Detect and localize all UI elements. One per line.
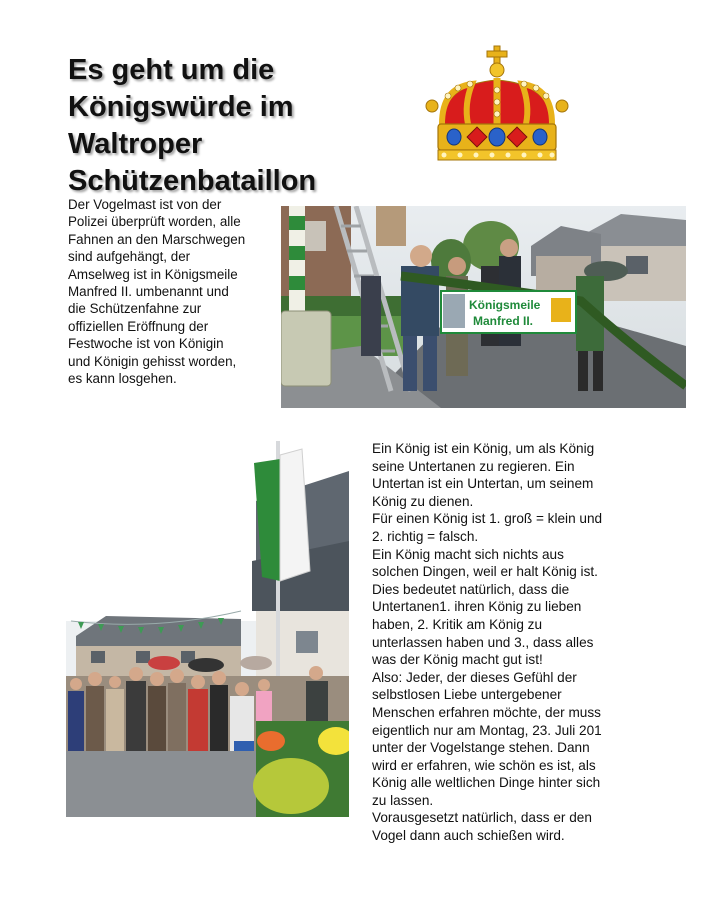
text-line: sind aufgehängt, der	[68, 249, 191, 265]
text-line: Der Vogelmast ist von der	[68, 197, 222, 212]
text-line: Untertanen1. ihren König zu lieben	[372, 599, 582, 615]
text-line: Also: Jeder, der dieses Gefühl der	[372, 669, 577, 685]
text-line: Für einen König ist 1. groß = klein und	[372, 511, 603, 527]
text-line: 2. richtig = falsch.	[372, 528, 479, 544]
title-line: Schützenbataillon	[68, 165, 317, 197]
text-line: offiziellen Eröffnung der	[68, 318, 209, 334]
text-line: Festwoche ist von Königin	[68, 336, 224, 352]
text-line: unter der Vogelstange stehen. Dann	[372, 740, 590, 756]
title-line: Königswürde im	[68, 91, 294, 123]
title-line: Es geht um die	[68, 54, 275, 86]
text-line: Amselweg ist in Königsmeile	[68, 266, 238, 282]
king-paragraph	[372, 440, 662, 845]
title-line: Waltroper	[68, 128, 203, 160]
street-banner-photo	[281, 206, 686, 408]
crown-icon	[424, 44, 570, 166]
text-line: solchen Dingen, weil er halt König ist.	[372, 564, 598, 580]
text-line: Dies bedeutet natürlich, dass die	[372, 581, 570, 597]
text-line: Ein König macht sich nichts aus	[372, 546, 564, 562]
text-line: Ein König ist ein König, um als König	[372, 441, 595, 456]
text-line: Fahnen an den Marschwegen	[68, 231, 246, 247]
text-line: Vorausgesetzt natürlich, dass er den	[372, 810, 592, 826]
flag-raising-photo	[66, 441, 349, 817]
text-line: Untertan ist ein Untertan, um seinem	[372, 476, 594, 492]
text-line: zu lassen.	[372, 792, 434, 808]
text-line: die Schützenfahne zur	[68, 301, 202, 317]
text-line: wird er erfahren, wie schön es ist, als	[372, 757, 596, 773]
banner-text: Manfred II.	[473, 314, 534, 328]
text-line: König zu dienen.	[372, 493, 474, 509]
banner-text: Königsmeile	[469, 298, 541, 312]
text-line: Manfred II. umbenannt und	[68, 284, 229, 300]
text-line: Vogel dann auch schießen wird.	[372, 828, 565, 844]
text-line: selbstlosen Liebe untergebener	[372, 687, 562, 703]
text-line: Polizei überprüft worden, alle	[68, 214, 241, 230]
text-line: unterlassen haben und 3., dass alles	[372, 634, 594, 650]
text-line: es kann losgehen.	[68, 371, 177, 387]
intro-paragraph	[68, 196, 280, 387]
page-title	[68, 52, 368, 200]
text-line: eigentlich nur am Montag, 23. Juli 201	[372, 722, 602, 738]
text-line: und Königin gehisst worden,	[68, 353, 237, 369]
text-line: seine Untertanen zu regieren. Ein	[372, 458, 575, 474]
text-line: was der König macht gut ist!	[372, 652, 543, 668]
text-line: Menschen erfahren möchte, der muss	[372, 704, 601, 720]
text-line: König alle weltlichen Dinge hinter sich	[372, 775, 601, 791]
text-line: haben, 2. Kritik am König zu	[372, 616, 543, 632]
